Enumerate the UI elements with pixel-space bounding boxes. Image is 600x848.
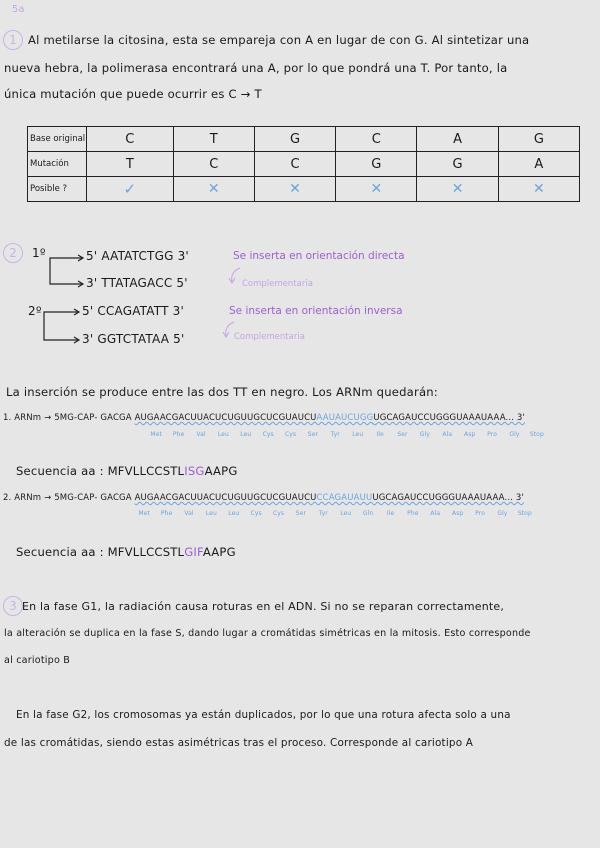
original-base: C bbox=[87, 127, 174, 152]
amino-acid-label: Phe bbox=[407, 510, 419, 517]
table-row-mutation bbox=[28, 152, 580, 177]
row-label-possible: Posible ? bbox=[28, 177, 87, 202]
mrna-1-amino-acids bbox=[145, 431, 548, 438]
amino-acid-label: Asp bbox=[463, 431, 476, 438]
amino-acid-label: Tyr bbox=[330, 431, 340, 438]
q1-line-1: Al metilarse la citosina, esta se empareja con A en lugar de con G. Al sintetizar una bbox=[28, 33, 530, 47]
protein-2-label: Secuencia aa : bbox=[16, 545, 104, 559]
q3-p2-line-2: de las cromátidas, siendo estas asimétricas tras el proceso. Corresponde al cariotipo A bbox=[4, 737, 474, 749]
amino-acid-label: Pro bbox=[475, 510, 485, 517]
protein-1-part-a: MFVLLCCSTL bbox=[107, 464, 185, 478]
case-1-orientation-note: Se inserta en orientación directa bbox=[233, 250, 405, 262]
q3-p1-line-2: la alteración se duplica en la fase S, dando lugar a cromátidas simétricas en la mitosis. Esto corresponde bbox=[4, 628, 531, 639]
amino-acid-label: Gly bbox=[509, 431, 520, 438]
mrna-2-insert: CCAGAUAUU bbox=[316, 493, 373, 503]
protein-1-insert: ISG bbox=[184, 464, 205, 478]
protein-2-part-a: MFVLLCCSTL bbox=[107, 545, 185, 559]
amino-acid-label: Leu bbox=[240, 431, 252, 438]
protein-2-part-b: AAPG bbox=[202, 545, 236, 559]
amino-acid-label: Asp bbox=[451, 510, 464, 517]
case-1-complement-note: Complementaria bbox=[242, 279, 313, 289]
case-2-top-strand: 5' CCAGATATT 3' bbox=[82, 304, 184, 318]
insertion-intro: La inserción se produce entre las dos TT en negro. Los ARNm quedarán: bbox=[6, 385, 438, 399]
case-2-complement-note: Complementaria bbox=[234, 332, 305, 342]
original-base: G bbox=[254, 127, 335, 152]
case-1-bracket-arrow bbox=[46, 252, 86, 292]
cross-icon: ✕ bbox=[254, 177, 335, 202]
amino-acid-label: Met bbox=[138, 510, 150, 517]
amino-acid-label: Leu bbox=[217, 431, 229, 438]
mrna-1-coding-b: UGCAGAUCCUGGGUAAAUAAA... 3' bbox=[373, 413, 525, 423]
amino-acid-label: Cys bbox=[250, 510, 262, 517]
amino-acid-label: Gly bbox=[497, 510, 508, 517]
amino-acid-label: Pro bbox=[487, 431, 497, 438]
row-label-original: Base original bbox=[28, 127, 87, 152]
amino-acid-label: Gly bbox=[419, 431, 430, 438]
amino-acid-label: Phe bbox=[160, 510, 173, 517]
amino-acid-label: Ile bbox=[376, 431, 384, 438]
case-2-bottom-strand: 3' GGTCTATAA 5' bbox=[82, 332, 185, 346]
q3-p2-line-1: En la fase G2, los cromosomas ya están duplicados, por lo que una rotura afecta solo a una bbox=[16, 709, 511, 721]
q1-line-3: única mutación que puede ocurrir es C → T bbox=[4, 87, 262, 101]
mrna-1-insert: AAUAUCUGG bbox=[316, 413, 374, 423]
case-2-orientation-note: Se inserta en orientación inversa bbox=[229, 305, 403, 317]
mutated-base: T bbox=[87, 152, 174, 177]
amino-acid-label: Leu bbox=[205, 510, 217, 517]
amino-acid-label: Leu bbox=[228, 510, 240, 517]
amino-acid-label: Ser bbox=[307, 431, 319, 438]
case-1-label: 1º bbox=[32, 246, 46, 260]
question-1-number: 1 bbox=[3, 30, 23, 50]
amino-acid-label: Ala bbox=[430, 510, 441, 517]
q1-line-2: nueva hebra, la polimerasa encontrará una A, por lo que pondrá una T. Por tanto, la bbox=[4, 61, 508, 75]
case-2-label: 2º bbox=[28, 304, 42, 318]
mutated-base: C bbox=[254, 152, 335, 177]
cross-icon: ✕ bbox=[173, 177, 254, 202]
mrna-2-coding-a: AUGAACGACUUACUCUGUUGCUCGUAUCU bbox=[134, 493, 317, 503]
amino-acid-label: Val bbox=[196, 431, 206, 438]
amino-acid-label: Leu bbox=[340, 510, 352, 517]
case-1-top-strand: 5' AATATCTGG 3' bbox=[86, 249, 189, 263]
mrna-2-amino-acids bbox=[133, 510, 536, 517]
protein-1-label: Secuencia aa : bbox=[16, 464, 104, 478]
q3-p1-line-3: al cariotipo B bbox=[4, 655, 71, 666]
question-3-number: 3 bbox=[3, 596, 23, 616]
check-icon: ✓ bbox=[87, 177, 174, 202]
amino-acid-label: Gln bbox=[362, 510, 374, 517]
mutation-table bbox=[27, 126, 580, 202]
mrna-2-coding-b: UGCAGAUCCUGGGUAAAUAAA... 3' bbox=[372, 493, 524, 503]
amino-acid-label: Cys bbox=[262, 431, 274, 438]
mutated-base: G bbox=[336, 152, 417, 177]
mutated-base: C bbox=[173, 152, 254, 177]
amino-acid-label: Stop bbox=[529, 431, 544, 438]
original-base: C bbox=[336, 127, 417, 152]
amino-acid-label: Phe bbox=[172, 431, 185, 438]
amino-acid-label: Stop bbox=[517, 510, 532, 517]
amino-acid-label: Ser bbox=[295, 510, 307, 517]
amino-acid-label: Ser bbox=[397, 431, 408, 438]
table-row-possible bbox=[28, 177, 580, 202]
original-base: G bbox=[498, 127, 579, 152]
mrna-1-sequence bbox=[3, 413, 525, 423]
case-1-bottom-strand: 3' TTATAGACC 5' bbox=[86, 276, 188, 290]
mrna-2-sequence bbox=[3, 493, 524, 503]
amino-acid-label: Cys bbox=[272, 510, 285, 517]
amino-acid-label: Cys bbox=[284, 431, 297, 438]
amino-acid-label: Val bbox=[184, 510, 194, 517]
protein-1-sequence bbox=[16, 464, 238, 478]
mutated-base: G bbox=[417, 152, 498, 177]
cross-icon: ✕ bbox=[417, 177, 498, 202]
original-base: A bbox=[417, 127, 498, 152]
amino-acid-label: Tyr bbox=[318, 510, 328, 517]
amino-acid-label: Ile bbox=[386, 510, 395, 517]
mrna-2-prefix: 2. ARNm → 5MG-CAP- GACGA bbox=[3, 493, 135, 503]
protein-2-insert: GIF bbox=[184, 545, 203, 559]
table-row-original bbox=[28, 127, 580, 152]
original-base: T bbox=[173, 127, 254, 152]
row-label-mutation: Mutación bbox=[28, 152, 87, 177]
protein-1-part-b: AAPG bbox=[204, 464, 238, 478]
cross-icon: ✕ bbox=[498, 177, 579, 202]
mrna-1-coding-a: AUGAACGACUUACUCUGUUGCUCGUAUCU bbox=[134, 413, 317, 423]
question-2-number: 2 bbox=[3, 243, 23, 263]
page-number: 5a bbox=[12, 4, 25, 15]
mutated-base: A bbox=[498, 152, 579, 177]
amino-acid-label: Ala bbox=[442, 431, 453, 438]
case-2-bracket-arrow bbox=[40, 306, 84, 346]
cross-icon: ✕ bbox=[336, 177, 417, 202]
q3-p1-line-1: En la fase G1, la radiación causa roturas en el ADN. Si no se reparan correctamente, bbox=[22, 600, 505, 613]
protein-2-sequence bbox=[16, 545, 236, 559]
amino-acid-label: Met bbox=[150, 431, 162, 438]
mrna-1-prefix: 1. ARNm → 5MG-CAP- GACGA bbox=[3, 413, 135, 423]
amino-acid-label: Leu bbox=[352, 431, 364, 438]
